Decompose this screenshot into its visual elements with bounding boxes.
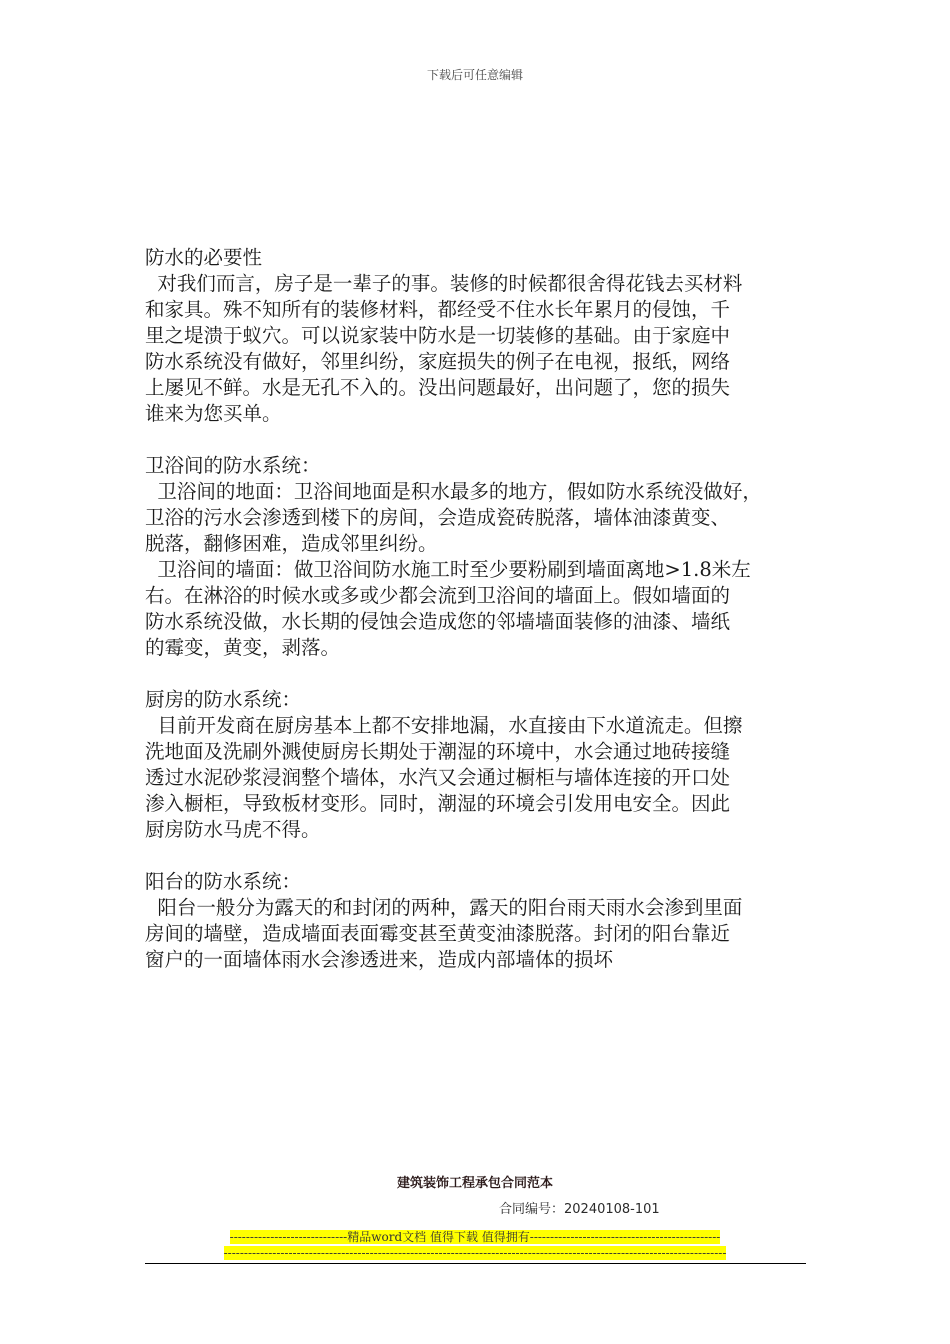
paragraph-line: 目前开发商在厨房基本上都不安排地漏，水直接由下水道流走。但擦	[145, 714, 743, 737]
paragraph-line: 厨房防水马虎不得。	[145, 818, 321, 841]
paragraph-line: 对我们而言，房子是一辈子的事。装修的时候都很舍得花钱去买材料	[145, 272, 743, 295]
promo-banner	[0, 1229, 950, 1245]
section-title: 卫浴间的防水系统：	[145, 454, 321, 477]
paragraph-gap	[145, 661, 817, 687]
paragraph-line: 脱落，翻修困难，造成邻里纠纷。	[145, 532, 438, 555]
paragraph-line: 里之堤溃于蚁穴。可以说家装中防水是一切装修的基础。由于家庭中	[145, 324, 731, 347]
paragraph-gap	[145, 427, 817, 453]
paragraph-line: 卫浴间的墙面：做卫浴间防水施工时至少要粉刷到墙面离地>1.8米左	[145, 558, 751, 581]
footer-rule	[145, 1263, 806, 1264]
paragraph-line: 洗地面及洗刷外溅使厨房长期处于潮湿的环境中，水会通过地砖接缝	[145, 740, 731, 763]
paragraph-line: 防水系统没做，水长期的侵蚀会造成您的邻墙墙面装修的油漆、墙纸	[145, 610, 731, 633]
paragraph-line: 右。在淋浴的时候水或多或少都会流到卫浴间的墙面上。假如墙面的	[145, 584, 731, 607]
paragraph-line: 卫浴间的地面：卫浴间地面是积水最多的地方，假如防水系统没做好，	[145, 480, 762, 503]
paragraph-line: 渗入橱柜，导致板材变形。同时，潮湿的环境会引发用电安全。因此	[145, 792, 731, 815]
paragraph-line: 防水系统没有做好，邻里纠纷，家庭损失的例子在电视，报纸，网络	[145, 350, 731, 373]
paragraph-line: 透过水泥砂浆浸润整个墙体，水汽又会通过橱柜与墙体连接的开口处	[145, 766, 731, 789]
header-note: 下载后可任意编辑	[426, 68, 523, 82]
paragraph-line: 和家具。殊不知所有的装修材料，都经受不住水长年累月的侵蚀，千	[145, 298, 731, 321]
paragraph-line: 上屡见不鲜。水是无孔不入的。没出问题最好，出问题了，您的损失	[145, 376, 731, 399]
paragraph-line: 房间的墙壁，造成墙面表面霉变甚至黄变油漆脱落。封闭的阳台靠近	[145, 922, 731, 945]
paragraph-line: 卫浴的污水会渗透到楼下的房间，会造成瓷砖脱落，墙体油漆黄变、	[145, 506, 731, 529]
paragraph-line: 的霉变，黄变，剥落。	[145, 636, 341, 659]
section-title: 防水的必要性	[145, 246, 263, 269]
paragraph-line: 阳台一般分为露天的和封闭的两种，露天的阳台雨天雨水会渗到里面	[145, 896, 743, 919]
contract-number: 合同编号：20240108-101	[499, 1202, 660, 1217]
promo-banner-line: -----------------------------精品word文档 值得下载 值得拥有-----------------------------------------------	[229, 1230, 721, 1244]
paragraph-line: 窗户的一面墙体雨水会渗透进来，造成内部墙体的损坏	[145, 948, 614, 971]
promo-banner-line: ----------------------------------------------------------------------------------------------------------------------------	[223, 1246, 727, 1260]
paragraph-line: 谁来为您买单。	[145, 402, 282, 425]
document-body	[145, 245, 817, 973]
promo-banner	[0, 1245, 950, 1261]
paragraph-gap	[145, 843, 817, 869]
section-title: 阳台的防水系统：	[145, 870, 302, 893]
section-title: 厨房的防水系统：	[145, 688, 302, 711]
footer-title: 建筑装饰工程承包合同范本	[396, 1176, 553, 1191]
